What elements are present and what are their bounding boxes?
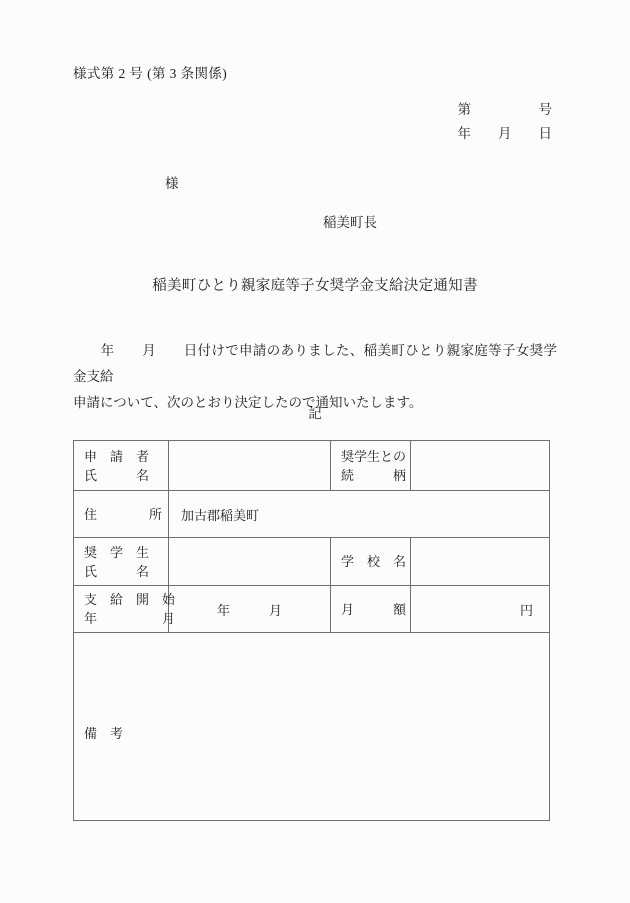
relationship-label-line1: 奨学生との bbox=[341, 448, 407, 464]
payment-start-label bbox=[74, 590, 176, 628]
relationship-label-cell bbox=[331, 441, 411, 491]
applicant-name-value-cell[interactable] bbox=[169, 441, 331, 491]
student-name-label-line2: 氏 名 bbox=[84, 563, 150, 579]
school-name-label-cell bbox=[331, 538, 411, 586]
document-title: 稲美町ひとり親家庭等子女奨学金支給決定通知書 bbox=[152, 278, 478, 294]
school-name-label bbox=[331, 552, 410, 571]
body-line-2: 申請について、次のとおり決定したので通知いたします。 bbox=[73, 395, 423, 410]
address-label-line1: 住 所 bbox=[84, 506, 163, 522]
body-line-1: 年 月 日付けで申請のありました、稲美町ひとり親家庭等子女奨学金支給 bbox=[73, 343, 557, 384]
student-name-label-line1: 奨 学 生 bbox=[84, 544, 150, 560]
school-name-label-line1: 学 校 名 bbox=[341, 554, 407, 569]
document-meta-block bbox=[458, 98, 553, 146]
school-name-value-cell[interactable] bbox=[411, 538, 550, 586]
payment-start-value-cell[interactable] bbox=[169, 586, 331, 633]
payment-start-label-line2: 年 月 bbox=[84, 611, 176, 626]
address-value-cell[interactable] bbox=[169, 491, 550, 538]
table-row bbox=[74, 491, 550, 538]
document-number: 第 号 bbox=[457, 102, 552, 117]
table-row bbox=[74, 538, 550, 586]
remarks-label: 備 考 bbox=[84, 726, 124, 741]
monthly-amount-value-cell[interactable] bbox=[411, 586, 550, 633]
applicant-name-label-line1: 申 請 者 bbox=[84, 448, 150, 464]
ki-marker: 記 bbox=[308, 406, 322, 421]
relationship-label bbox=[331, 447, 410, 485]
table-row bbox=[74, 633, 550, 821]
student-name-label bbox=[74, 543, 168, 581]
monthly-amount-label-cell bbox=[331, 586, 411, 633]
addressee-honorific: 様 bbox=[165, 176, 179, 191]
applicant-name-label-cell bbox=[74, 441, 169, 491]
monthly-amount-label bbox=[331, 600, 410, 619]
monthly-amount-unit: 円 bbox=[519, 602, 533, 618]
address-value: 加古郡稲美町 bbox=[181, 507, 260, 523]
payment-start-value: 年 月 bbox=[216, 602, 282, 618]
relationship-value-cell[interactable] bbox=[411, 441, 550, 491]
decision-details-table bbox=[73, 440, 550, 821]
remarks-cell[interactable] bbox=[74, 633, 550, 821]
payment-start-label-cell bbox=[74, 586, 176, 633]
relationship-label-line2: 続 柄 bbox=[341, 467, 407, 483]
monthly-amount-label-line1: 月 額 bbox=[341, 601, 407, 617]
issuer-name: 稲美町長 bbox=[323, 215, 377, 230]
student-name-value-cell[interactable] bbox=[169, 538, 331, 586]
payment-start-label-line1: 支 給 開 始 bbox=[84, 592, 176, 607]
document-date: 年 月 日 bbox=[457, 126, 552, 141]
student-name-label-cell bbox=[74, 538, 169, 586]
table-row bbox=[74, 586, 550, 633]
applicant-name-label bbox=[74, 447, 168, 485]
address-label bbox=[74, 505, 168, 524]
address-label-cell bbox=[74, 491, 169, 538]
table-row bbox=[74, 441, 550, 491]
form-code: 様式第 2 号 (第 3 条関係) bbox=[73, 66, 228, 81]
applicant-name-label-line2: 氏 名 bbox=[84, 467, 150, 483]
